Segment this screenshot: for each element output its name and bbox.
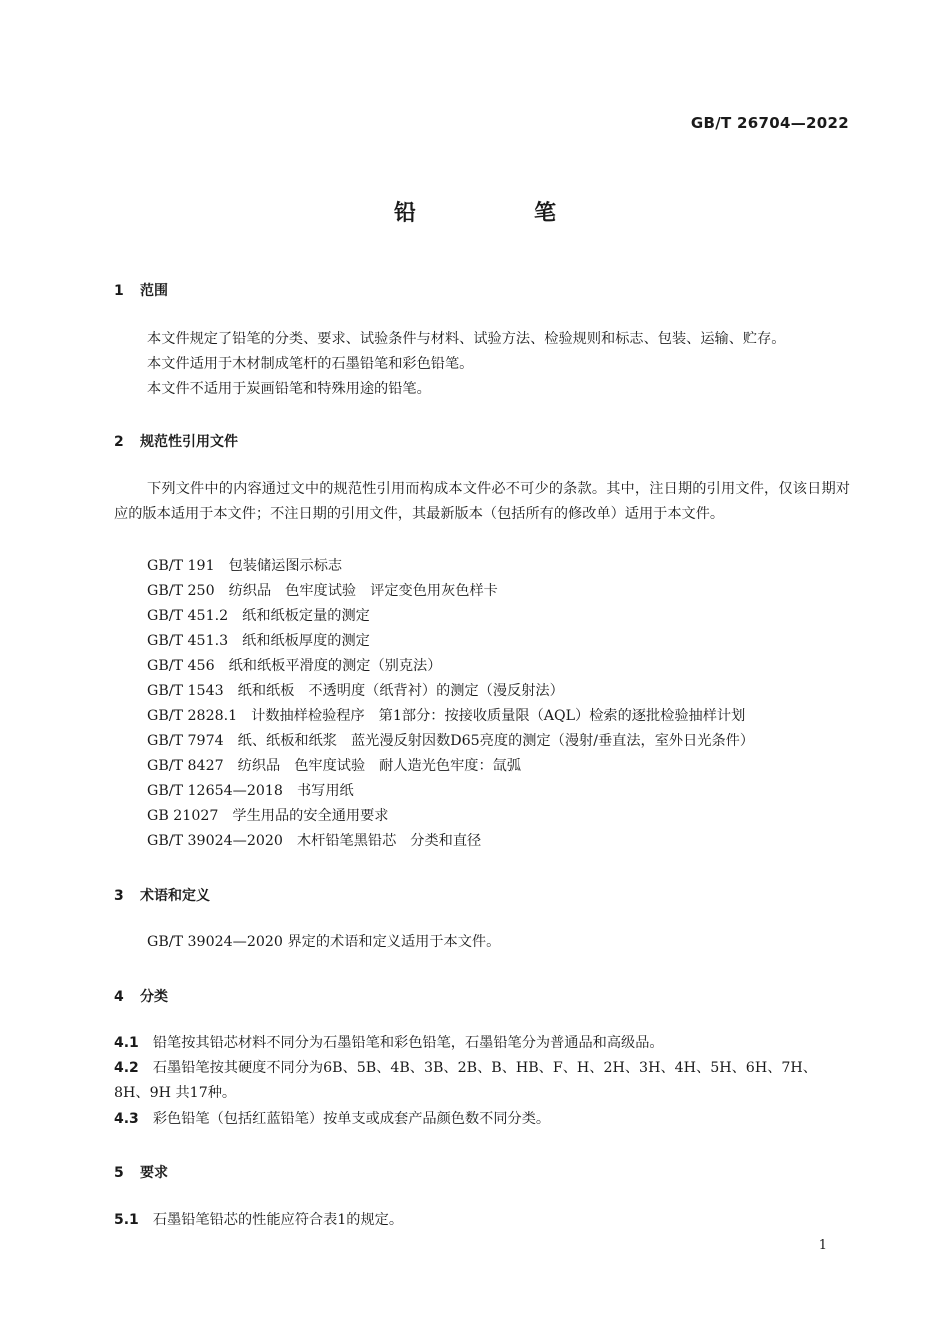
- clause-text: 彩色铅笔（包括红蓝铅笔）按单支或成套产品颜色数不同分类。: [152, 1111, 551, 1127]
- reference-title: 纸、纸板和纸浆: [237, 733, 337, 749]
- reference-title-part: 耐人造光色牢度：氙弧: [379, 758, 522, 774]
- standard-code: GB/T 26704—2022: [690, 114, 849, 132]
- reference-item: [147, 655, 441, 675]
- section-number: 2: [114, 434, 124, 450]
- reference-title: 纸和纸板平滑度的测定（别克法）: [228, 658, 442, 674]
- reference-title: 书写用纸: [296, 783, 354, 799]
- section-number: 1: [114, 283, 124, 299]
- section-5-heading: [114, 1162, 168, 1182]
- section-title: 要求: [140, 1165, 168, 1181]
- reference-code: GB/T 7974: [147, 733, 224, 749]
- reference-item: [147, 630, 370, 650]
- reference-code: GB/T 12654—2018: [147, 783, 283, 799]
- references-intro: 下列文件中的内容通过文中的规范性引用而构成本文件必不可少的条款。其中，注日期的引用文件，仅该日期对应的版本适用于本文件；不注日期的引用文件，其最新版本（包括所有的修改单）适用于本文件。: [114, 481, 850, 522]
- clause-number: 4.2: [114, 1060, 139, 1076]
- reference-item: [147, 705, 745, 725]
- reference-title: 纸和纸板定量的测定: [242, 608, 370, 624]
- reference-title-part: 色牢度试验: [285, 583, 357, 599]
- reference-item: [147, 555, 342, 575]
- section-4-heading: [114, 986, 168, 1006]
- reference-title-part: 分类和直径: [410, 833, 482, 849]
- reference-title: 包装储运图示标志: [228, 558, 343, 574]
- clause-number: 4.1: [114, 1035, 139, 1051]
- clause-4-2: [114, 1056, 850, 1106]
- reference-item: [147, 805, 388, 825]
- reference-title: 纺织品: [237, 758, 281, 774]
- reference-code: GB/T 1543: [147, 683, 224, 699]
- reference-title-part: 色牢度试验: [294, 758, 366, 774]
- section-title: 规范性引用文件: [140, 434, 238, 450]
- reference-title: 计数抽样检验程序: [251, 708, 365, 724]
- reference-title: 学生用品的安全通用要求: [232, 808, 389, 824]
- document-title: 铅 笔: [393, 201, 604, 226]
- reference-item: [147, 755, 521, 775]
- scope-paragraph: 本文件适用于木材制成笔杆的石墨铅笔和彩色铅笔。: [147, 356, 474, 372]
- reference-item: [147, 780, 354, 800]
- section-2-heading: [114, 431, 238, 451]
- reference-title-part: 评定变色用灰色样卡: [370, 583, 498, 599]
- reference-code: GB/T 456: [147, 658, 215, 674]
- scope-paragraph: 本文件规定了铅笔的分类、要求、试验条件与材料、试验方法、检验规则和标志、包装、运输、贮存。: [147, 331, 786, 347]
- reference-item: [147, 580, 498, 600]
- terms-paragraph: GB/T 39024—2020 界定的术语和定义适用于本文件。: [147, 934, 501, 950]
- section-number: 5: [114, 1165, 124, 1181]
- reference-title: 纺织品: [228, 583, 272, 599]
- scope-paragraph: 本文件不适用于炭画铅笔和特殊用途的铅笔。: [147, 381, 431, 397]
- reference-title-part: 蓝光漫反射因数D65亮度的测定（漫射/垂直法，室外日光条件）: [350, 733, 755, 749]
- reference-item: [147, 830, 481, 850]
- reference-title: 纸和纸板厚度的测定: [242, 633, 370, 649]
- reference-title: 木杆铅笔黑铅芯: [296, 833, 397, 849]
- reference-code: GB/T 2828.1: [147, 708, 238, 724]
- clause-number: 4.3: [114, 1111, 139, 1127]
- section-title: 术语和定义: [140, 888, 210, 904]
- reference-code: GB 21027: [147, 808, 219, 824]
- clause-text: 石墨铅笔铅芯的性能应符合表1的规定。: [152, 1212, 404, 1228]
- section-1-heading: [114, 280, 168, 300]
- page-number: 1: [818, 1238, 827, 1253]
- reference-title: 纸和纸板: [237, 683, 295, 699]
- reference-item: [147, 730, 754, 750]
- clause-5-1: [114, 1208, 850, 1233]
- section-title: 范围: [140, 283, 168, 299]
- section-number: 3: [114, 888, 124, 904]
- reference-code: GB/T 451.3: [147, 633, 229, 649]
- reference-item: [147, 680, 564, 700]
- clause-4-1: [114, 1031, 850, 1056]
- reference-title-part: 第1部分：按接收质量限（AQL）检索的逐批检验抽样计划: [378, 708, 746, 724]
- section-title: 分类: [140, 989, 168, 1005]
- section-number: 4: [114, 989, 124, 1005]
- clause-4-3: [114, 1107, 850, 1132]
- section-3-heading: [114, 885, 210, 905]
- clause-text: 石墨铅笔按其硬度不同分为6B、5B、4B、3B、2B、B、HB、F、H、2H、3H、4H、5H、6H、7H、8H、9H 共17种。: [114, 1060, 817, 1101]
- clause-number: 5.1: [114, 1212, 139, 1228]
- reference-code: GB/T 8427: [147, 758, 224, 774]
- reference-code: GB/T 39024—2020: [147, 833, 283, 849]
- reference-title-part: 不透明度（纸背衬）的测定（漫反射法）: [308, 683, 564, 699]
- reference-code: GB/T 250: [147, 583, 215, 599]
- reference-code: GB/T 191: [147, 558, 215, 574]
- reference-code: GB/T 451.2: [147, 608, 229, 624]
- reference-item: [147, 605, 370, 625]
- clause-text: 铅笔按其铅芯材料不同分为石墨铅笔和彩色铅笔，石墨铅笔分为普通品和高级品。: [152, 1035, 664, 1051]
